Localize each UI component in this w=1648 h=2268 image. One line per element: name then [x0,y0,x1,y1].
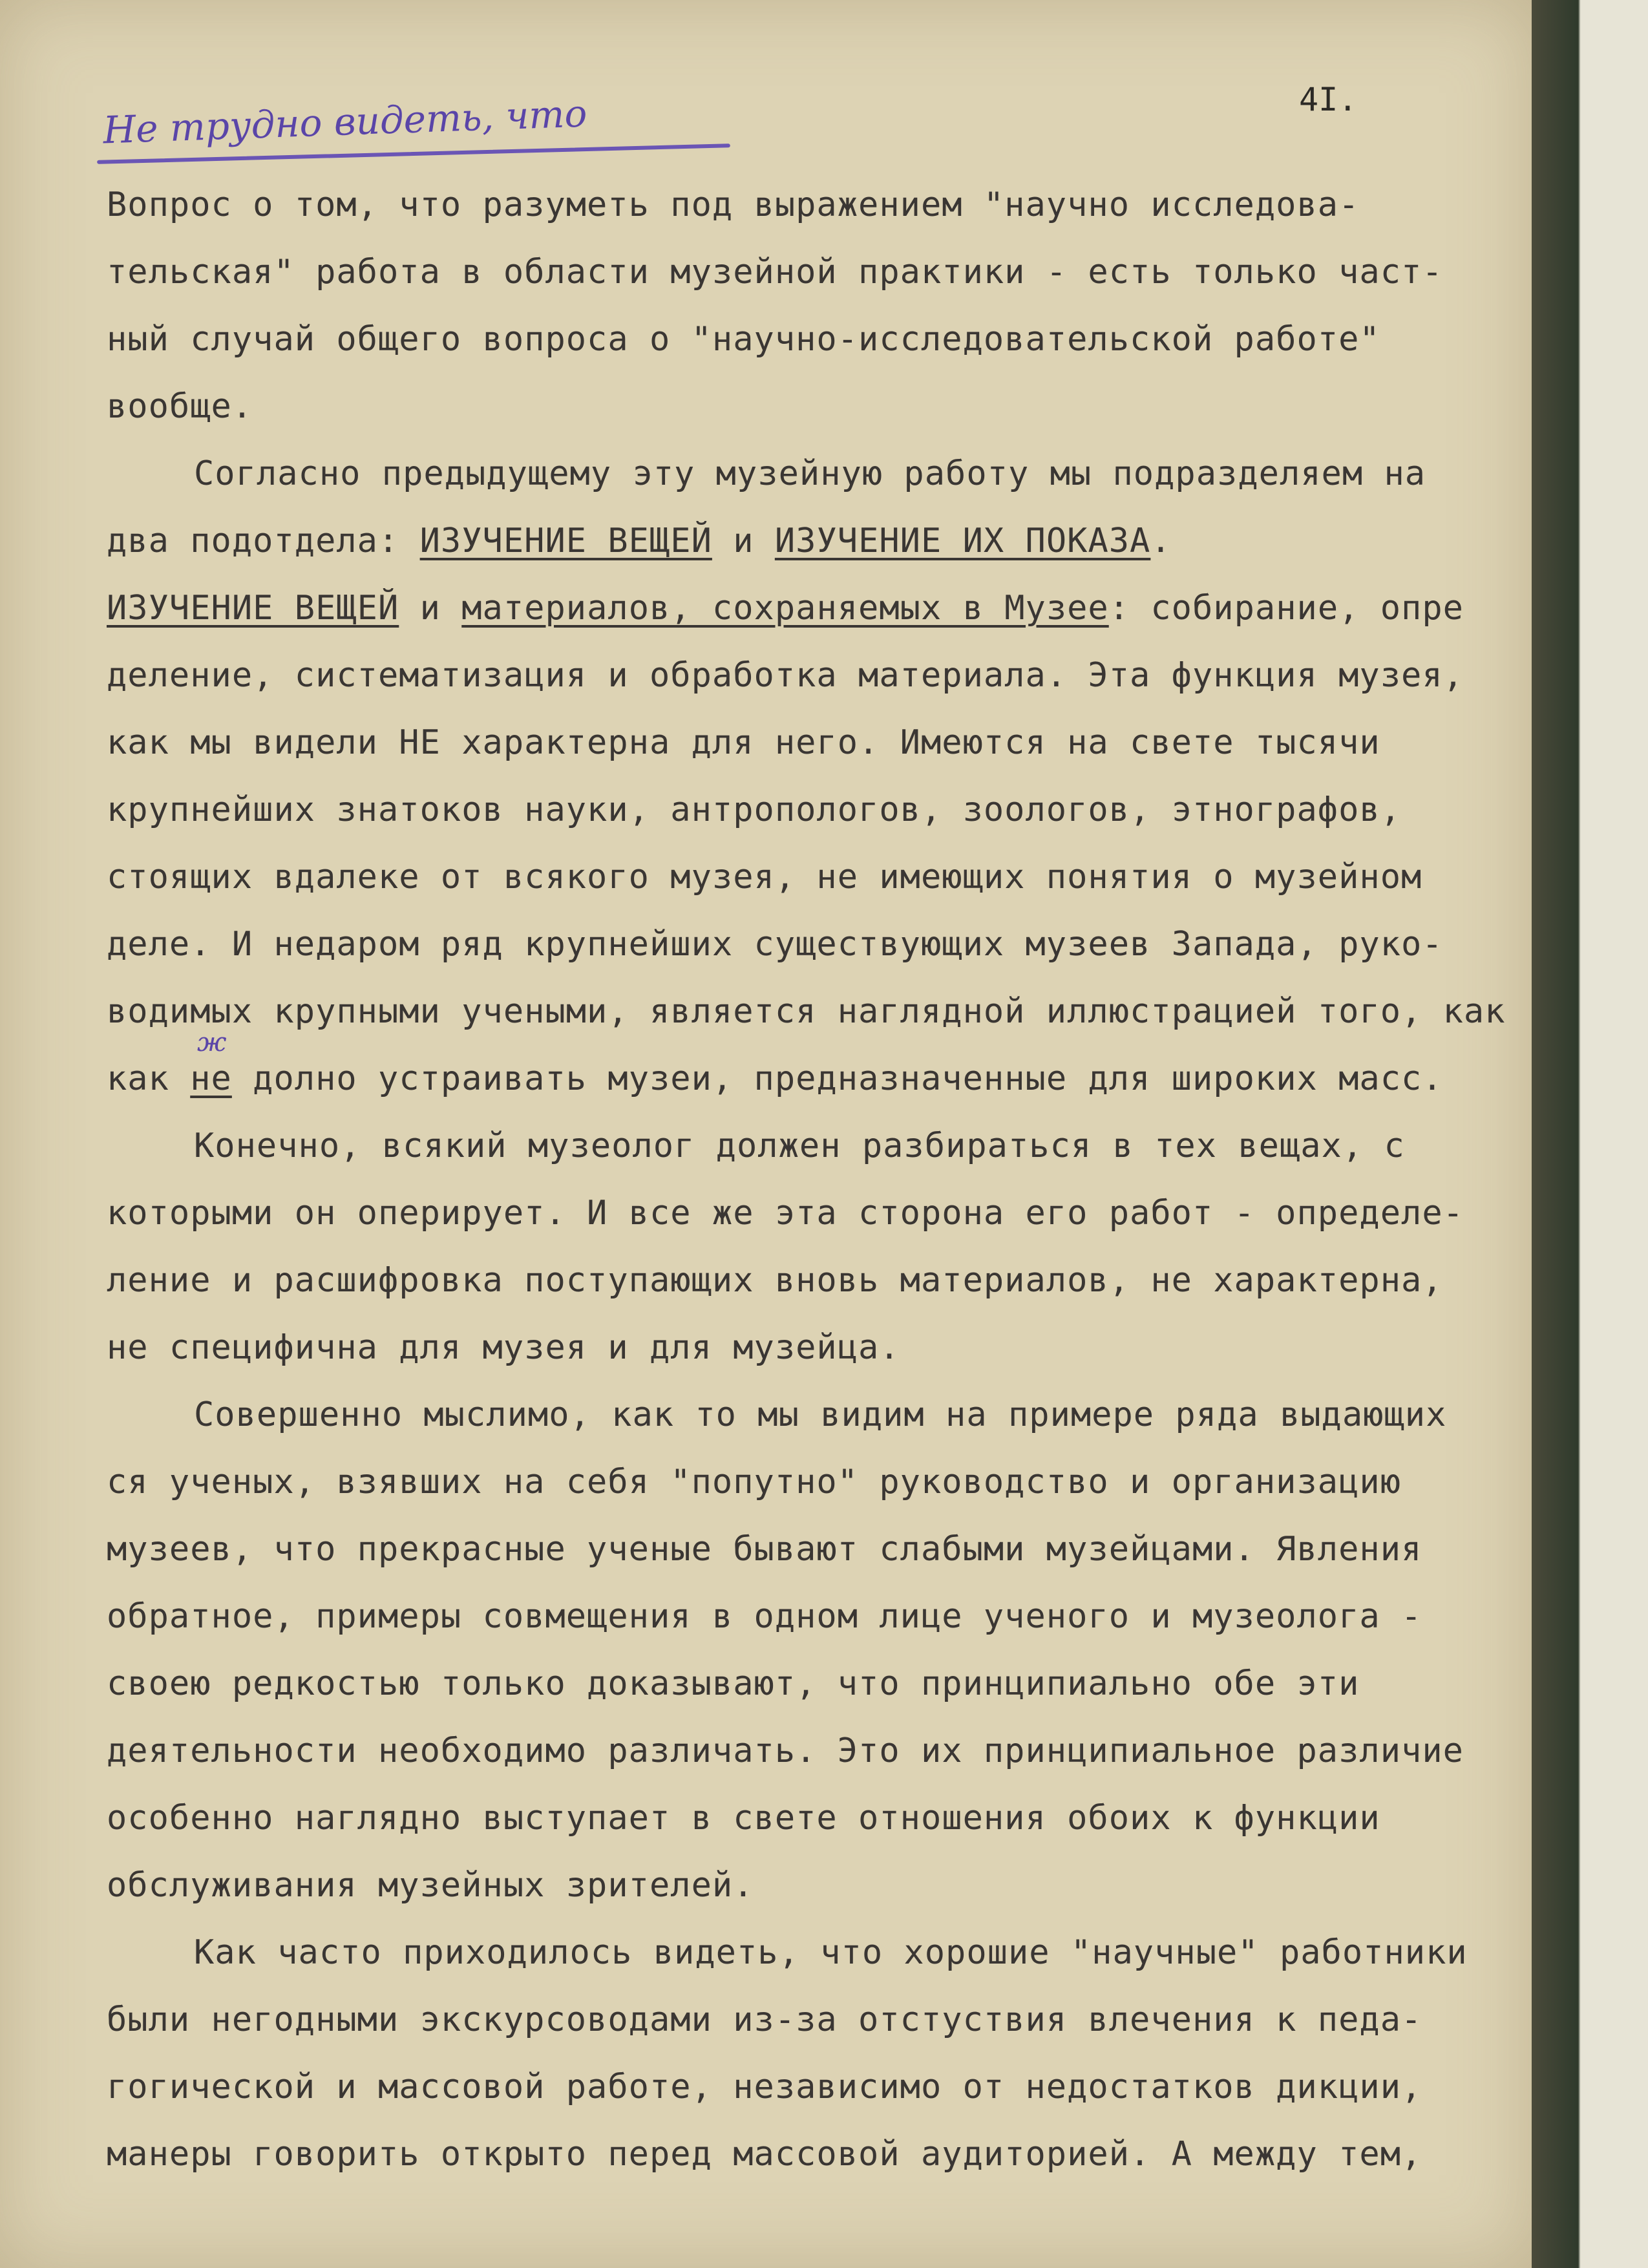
text-line: водимых крупными учеными, является наглядной иллюстрацией того, как [107,992,1506,1031]
text-line: ный случай общего вопроса о "научно-исследовательской работе" [107,320,1380,359]
text-line: были негодными экскурсоводами из-за отстуствия влечения к педа- [107,2000,1422,2039]
text-line: которыми он оперирует. И все же эта сторона его работ - определе- [107,1194,1464,1233]
text-line: Согласно предыдущему эту музейную работу мы подразделяем на [194,454,1426,493]
text-line: ление и расшифровка поступающих вновь материалов, не характерна, [107,1261,1443,1300]
underlined-phrase: материалов, сохраняемых в Музее [461,589,1109,628]
text-line: деление, систематизация и обработка материала. Эта функция музея, [107,656,1464,695]
text-segment: : собирание, опре [1108,589,1464,628]
text-line: деятельности необходимо различать. Это их принципиальное различие [107,1732,1464,1770]
text-line [107,1045,1516,1112]
text-line: Совершенно мыслимо, как то мы видим на примере ряда выдающих [194,1395,1447,1434]
underlined-heading: ИЗУЧЕНИЕ ВЕЩЕЙ [419,522,712,560]
text-line: не специфична для музея и для музейца. [107,1328,900,1367]
text-line: гогической и массовой работе, независимо от недостатков дикции, [107,2068,1422,2106]
text-segment: долно устраивать музеи, предназначенные для широких масс. [253,1059,1443,1098]
text-line: музеев, что прекрасные ученые бывают слабыми музейцами. Явления [107,1530,1422,1569]
underlined-heading: ИЗУЧЕНИЕ ВЕЩЕЙ [107,589,399,628]
text-segment: и [419,589,441,628]
margin-correction: ж [197,1028,227,1057]
page-number: 4I. [1299,81,1358,118]
text-line: стоящих вдалеке от всякого музея, не имеющих понятия о музейном [107,858,1422,896]
text-line: обслуживания музейных зрителей. [107,1866,754,1905]
text-line: особенно наглядно выступает в свете отношения обоих к функции [107,1799,1380,1838]
page-edge-background [1532,0,1648,2268]
text-line: деле. И недаром ряд крупнейших существующих музеев Запада, руко- [107,925,1443,964]
text-line: ся ученых, взявших на себя "попутно" руководство и организацию [107,1463,1402,1501]
text-segment: два подотдела: [107,522,399,560]
text-line: как мы видели НЕ характерна для него. Имеются на свете тысячи [107,723,1380,762]
text-line: тельская" работа в области музейной практики - есть только част- [107,253,1443,291]
text-segment: . [1150,522,1172,560]
text-line [107,575,1516,642]
text-line: крупнейших знатоков науки, антропологов, зоологов, этнографов, [107,790,1402,829]
text-line: Конечно, всякий музеолог должен разбираться в тех вещах, с [194,1127,1405,1165]
text-segment: и [733,522,754,560]
text-line: вообще. [107,387,253,426]
handwritten-note: Не трудно видеть, что [102,91,588,153]
underlined-heading: ИЗУЧЕНИЕ ИХ ПОКАЗА [774,522,1151,560]
typewritten-text [107,171,1516,2188]
underlined-word: не [190,1059,232,1098]
text-line: Вопрос о том, что разуметь под выражением "научно исследова- [107,185,1360,224]
text-line: манеры говорить открыто перед массовой аудиторией. А между тем, [107,2135,1422,2174]
text-line: Как часто приходилось видеть, что хорошие "научные" работники [194,1933,1468,1972]
text-line: обратное, примеры совмещения в одном лице ученого и музеолога - [107,1597,1422,1636]
text-line: своею редкостью только доказывают, что принципиально обе эти [107,1664,1360,1703]
text-segment: как [107,1059,169,1098]
text-line [107,507,1516,575]
